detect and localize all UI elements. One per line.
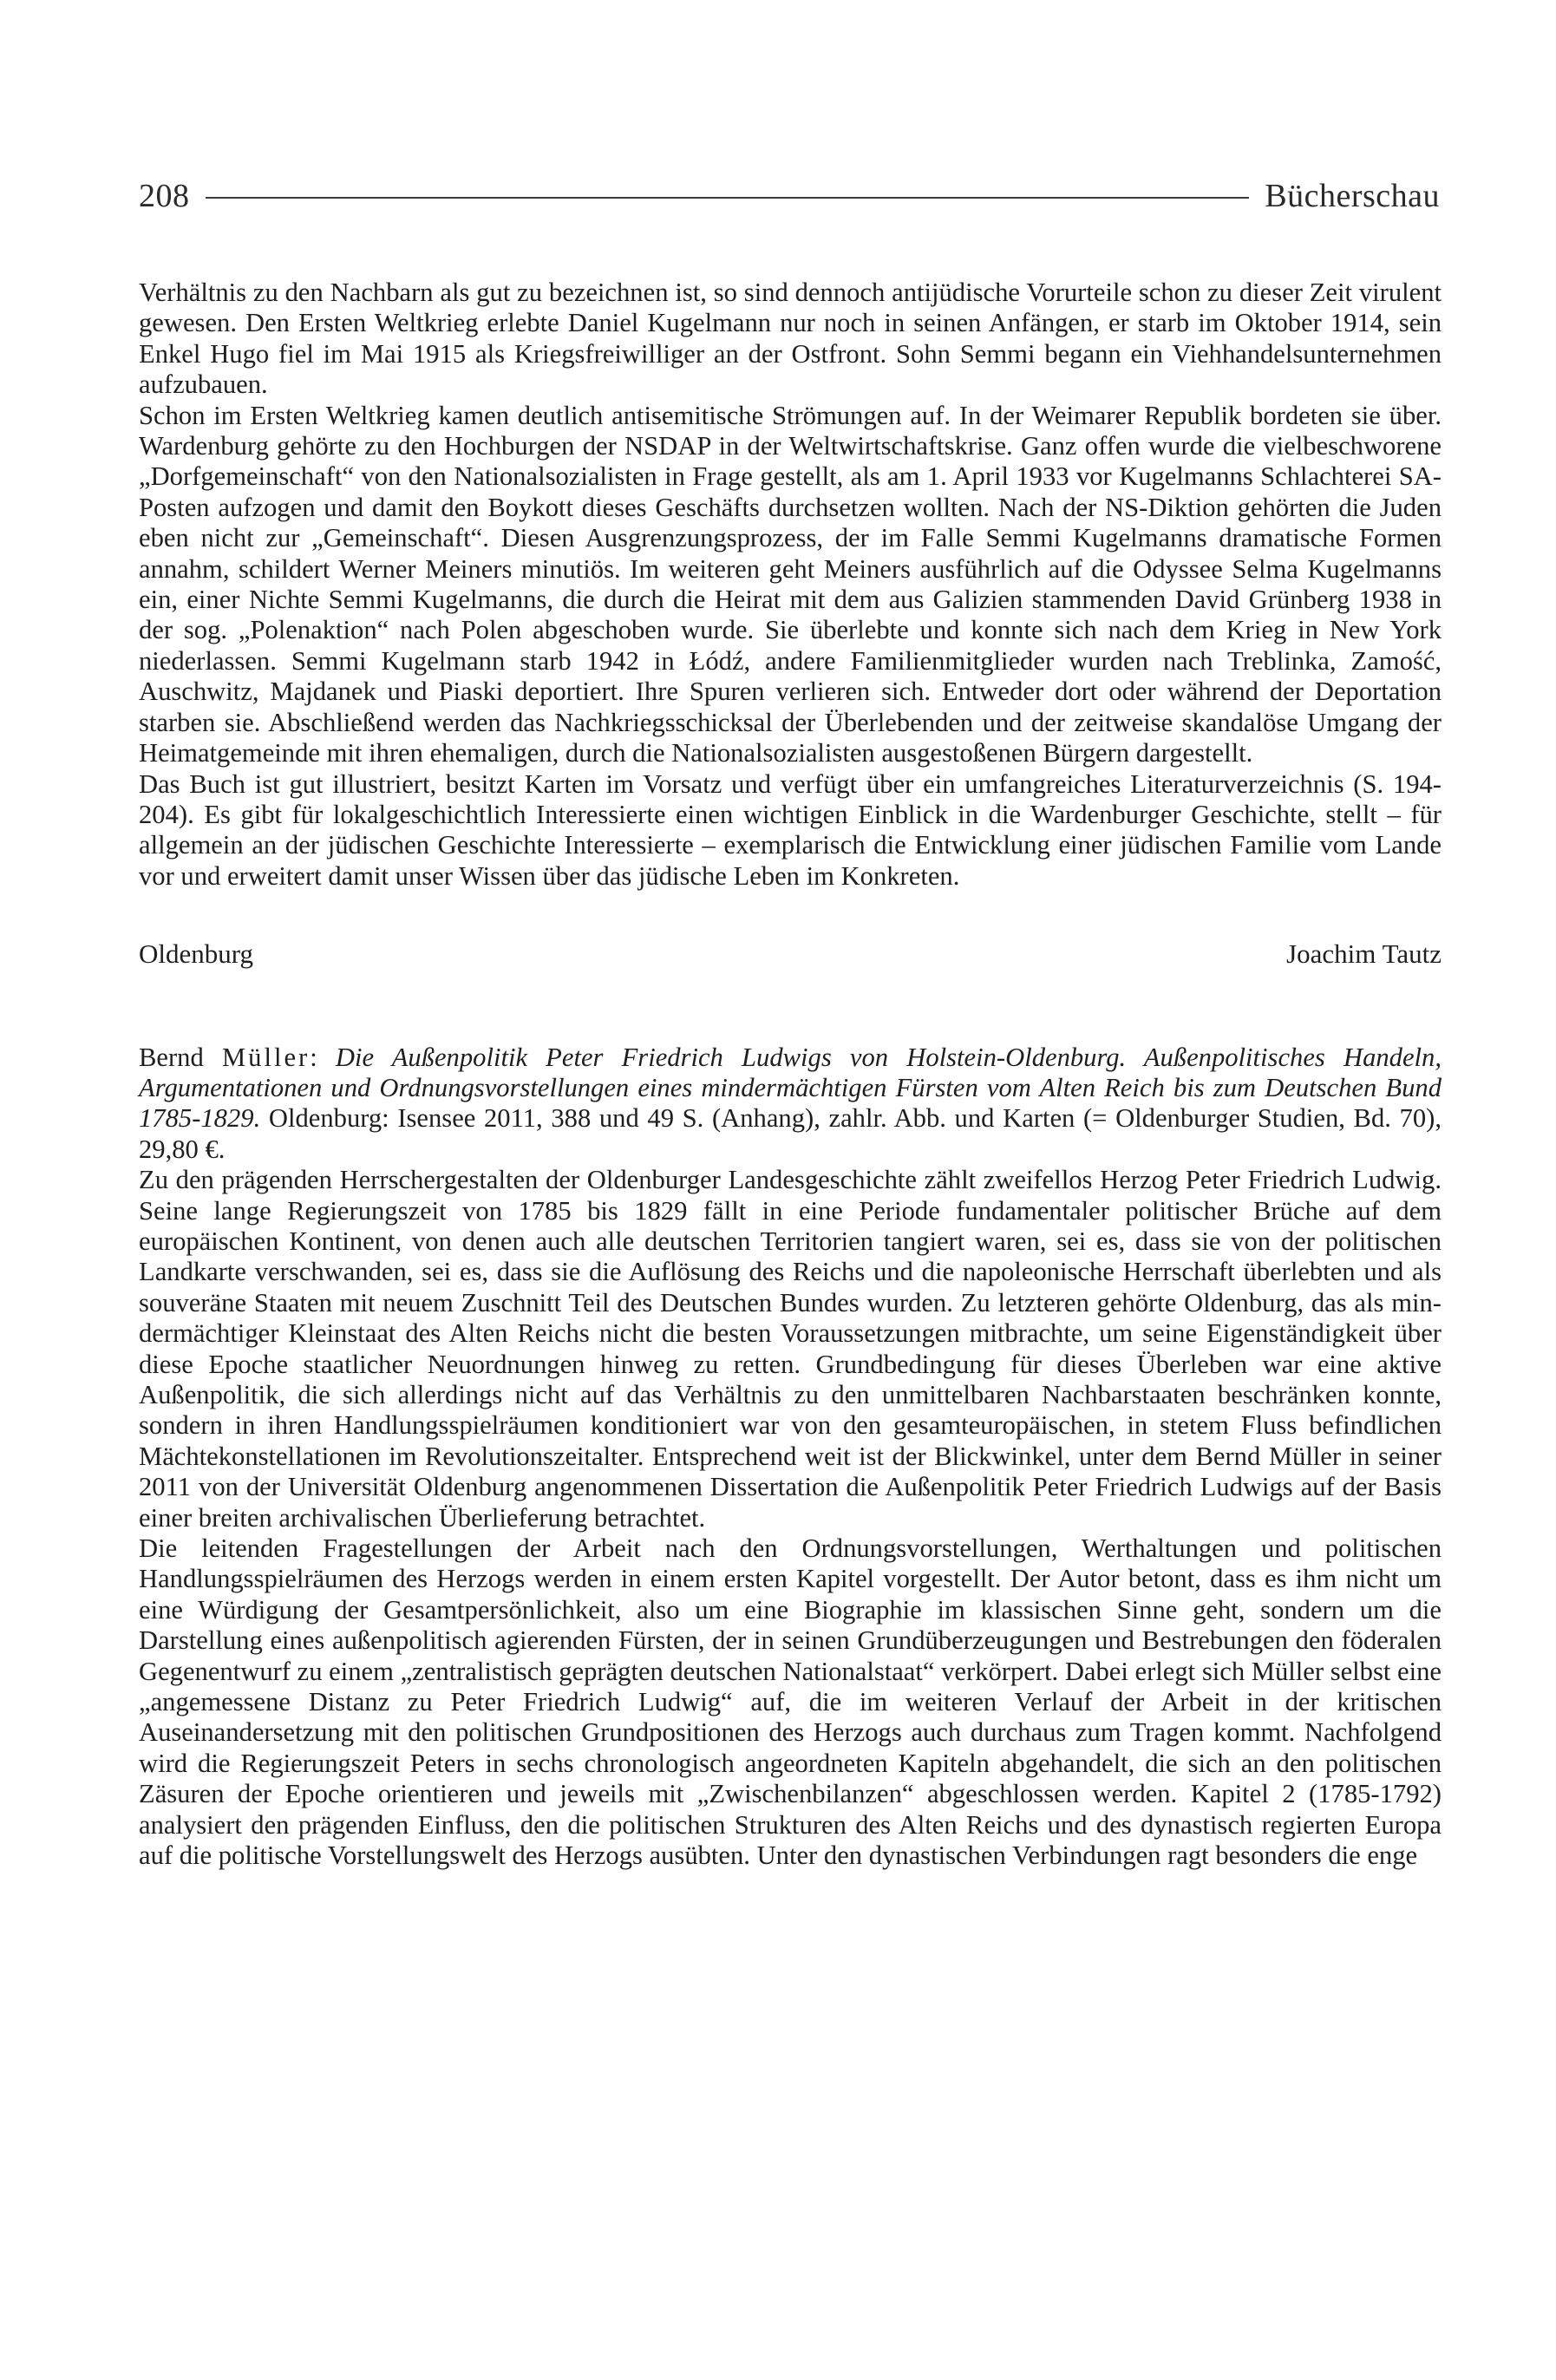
review1-signoff	[139, 938, 1442, 969]
citation-colon: :	[310, 1042, 317, 1072]
citation-title: Die Außenpolitik Peter Friedrich Ludwigs von Holstein-Oldenburg. Außenpolitisches Handeln, Argumentationen und Ordnungsvorstellungen eines mindermächtigen Fürsten vom Alten Reich bis zum Deutschen Bund 1785-1829.	[139, 1042, 1442, 1134]
review2-paragraph: Zu den prägenden Herrschergestalten der Oldenburger Landesgeschichte zählt zweifellos Herzog Peter Friedrich Ludwig. Seine lange Regierungszeit von 1785 bis 1829 fällt in eine Periode fundamentaler politischer Brüche auf dem europäischen Kontinent, von denen auch alle deutschen Territorien tangiert waren, sei es, dass sie von der politischen Landkarte verschwanden, sei es, dass sie die Auflösung des Reichs und die napoleonische Herrschaft überlebten und als souveräne Staaten mit neuem Zuschnitt Teil des Deutschen Bundes wurden. Zu letzteren gehörte Oldenburg, das als mindermächtiger Kleinstaat des Alten Reichs nicht die besten Voraussetzungen mitbrachte, um seine Eigenständigkeit über diese Epoche staatlicher Neuordnungen hinweg zu retten. Grundbedingung für dieses Überleben war eine aktive Außenpolitik, die sich allerdings nicht auf das Verhältnis zu den unmittelbaren Nachbarstaaten beschränken konnte, sondern in ihren Handlungsspielräumen konditioniert war von den gesamteuropäischen, in stetem Fluss befindlichen Mächtekonstellationen im Revolutionszeitalter. Entsprechend weit ist der Blickwinkel, unter dem Bernd Müller in seiner 2011 von der Universität Oldenburg angenommenen Dissertation die Außenpolitik Peter Friedrich Ludwigs auf der Basis einer breiten archivalischen Überlieferung betrachtet.	[139, 1165, 1442, 1533]
citation-author-last: Müller	[221, 1042, 311, 1072]
running-header	[139, 170, 1440, 222]
page-number: 208	[139, 178, 190, 214]
review1-paragraph: Das Buch ist gut illustriert, besitzt Karten im Vorsatz und verfügt über ein umfangreiches Literaturverzeichnis (S. 194-204). Es gibt für lokalgeschichtlich Interessierte einen wichtigen Einblick in die Wardenburger Geschichte, stellt – für allgemein an der jüdischen Geschichte Interessierte – exemplarisch die Entwicklung einer jüdischen Familie vom Lande vor und erweitert damit unser Wissen über das jüdische Leben im Konkreten.	[139, 768, 1442, 891]
review2-citation	[139, 1043, 1442, 1166]
header-rule	[206, 197, 1250, 199]
review1-place: Oldenburg	[139, 938, 254, 970]
body-text	[139, 278, 1442, 1872]
citation-author-first: Bernd	[139, 1042, 204, 1072]
review2-paragraph: Die leitenden Fragestellungen der Arbeit nach den Ordnungsvorstellungen, Werthaltungen und politischen Handlungsspielräumen des Herzogs werden in einem ersten Kapitel vorgestellt. Der Autor betont, dass es ihm nicht um eine Würdigung der Gesamtpersönlichkeit, also um eine Biographie im klassischen Sinne geht, sondern um die Darstellung eines außenpolitisch agierenden Fürsten, der in seinen Grundüberzeugungen und Bestrebungen den föderalen Gegenentwurf zu einem „zentralistisch geprägten deutschen Nationalstaat“ verkörpert. Dabei erlegt sich Müller selbst eine „angemessene Distanz zu Peter Friedrich Ludwig“ auf, die im weiteren Verlauf der Arbeit in der kritischen Auseinandersetzung mit den politischen Grundpositionen des Herzogs auch durchaus zum Tragen kommt. Nachfolgend wird die Regierungszeit Peters in sechs chronologisch angeordneten Kapiteln abgehandelt, die sich an den politischen Zäsuren der Epoche orientieren und jeweils mit „Zwischenbilanzen“ abgeschlossen werden. Kapitel 2 (1785-1792) analysiert den prägenden Einfluss, den die politischen Strukturen des Alten Reichs und des dynastisch regierten Europa auf die politische Vorstellungswelt des Herzogs ausübten. Unter den dynastischen Verbindungen ragt besonders die enge	[139, 1533, 1442, 1871]
review1-paragraph: Schon im Ersten Weltkrieg kamen deutlich antisemitische Strömungen auf. In der Weimarer Republik bordeten sie über. Wardenburg gehörte zu den Hochburgen der NSDAP in der Weltwirtschaftskrise. Ganz offen wurde die vielbeschworene „Dorfgemeinschaft“ von den Nationalsozialisten in Frage gestellt, als am 1. April 1933 vor Kugelmanns Schlachterei SA-Posten aufzogen und damit den Boykott dieses Geschäfts durchsetzen wollten. Nach der NS-Diktion gehörten die Juden eben nicht zur „Gemeinschaft“. Diesen Ausgrenzungsprozess, der im Falle Semmi Kugelmanns dramatische Formen annahm, schildert Werner Meiners minutiös. Im weiteren geht Meiners ausführlich auf die Odyssee Selma Kugelmanns ein, einer Nichte Semmi Kugelmanns, die durch die Heirat mit dem aus Galizien stammenden David Grünberg 1938 in der sog. „Polenaktion“ nach Polen abgeschoben wurde. Sie überlebte und konnte sich nach dem Krieg in New York niederlassen. Semmi Kugelmann starb 1942 in Łódź, andere Familienmitglieder wurden nach Treblinka, Zamość, Auschwitz, Majdanek und Piaski deportiert. Ihre Spuren verlieren sich. Entweder dort oder während der Deportation starben sie. Abschließend werden das Nachkriegsschicksal der Überlebenden und der zeitweise skandalöse Umgang der Heimatgemeinde mit ihren ehemaligen, durch die Nationalsozialisten ausgestoßenen Bürgern dargestellt.	[139, 400, 1442, 768]
section-title: Bücherschau	[1265, 178, 1440, 214]
citation-details: Oldenburg: Isensee 2011, 388 und 49 S. (Anhang), zahlr. Abb. und Karten (= Oldenburger Studien, Bd. 70), 29,80 €.	[139, 1103, 1442, 1164]
review1-reviewer: Joachim Tautz	[1286, 938, 1442, 970]
review1-paragraph: Verhältnis zu den Nachbarn als gut zu bezeichnen ist, so sind dennoch antijüdische Vorurteile schon zu dieser Zeit virulent gewesen. Den Ersten Weltkrieg erlebte Daniel Kugelmann nur noch in seinen Anfängen, er starb im Oktober 1914, sein Enkel Hugo fiel im Mai 1915 als Kriegsfreiwilliger an der Ostfront. Sohn Semmi begann ein Viehhandelsunternehmen aufzubauen.	[139, 278, 1442, 400]
review-separator	[139, 970, 1442, 1043]
